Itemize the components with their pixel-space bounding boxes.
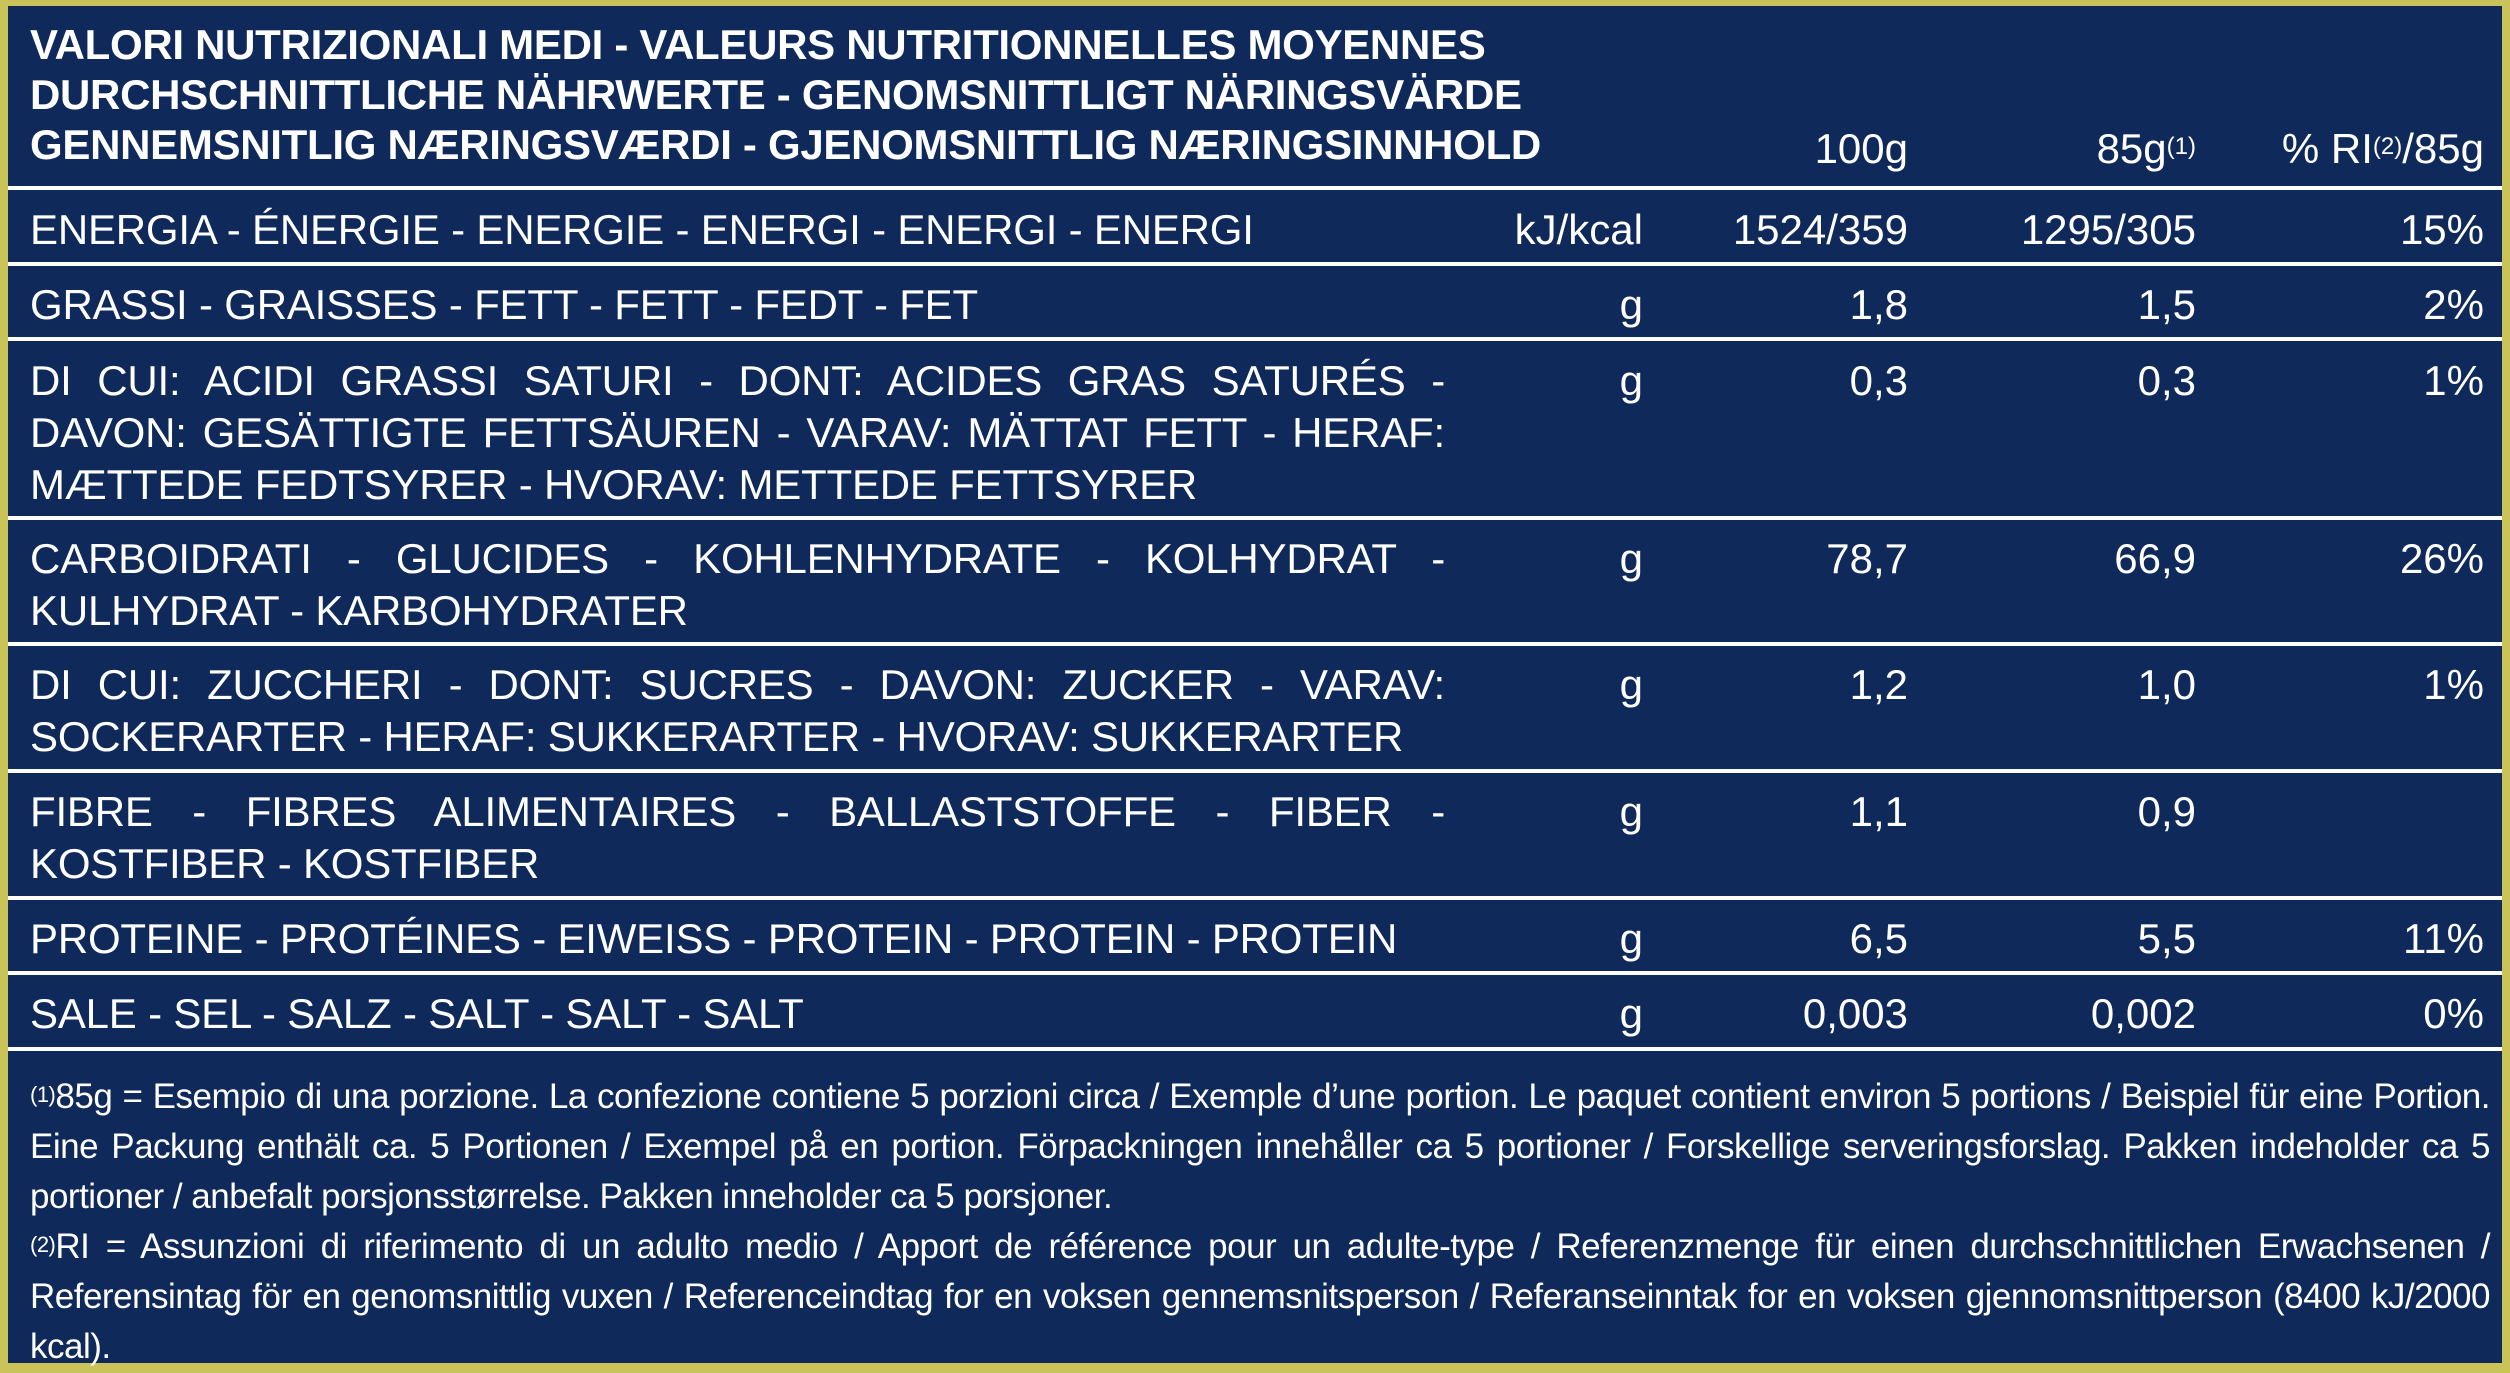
value-100g: 6,5 <box>1849 915 1908 962</box>
unit: g <box>1619 357 1643 404</box>
value-ri: 26% <box>2399 535 2484 582</box>
value-100g: 1,8 <box>1849 281 1908 328</box>
unit: g <box>1619 535 1643 582</box>
unit: g <box>1619 915 1643 962</box>
nutrient-name: CARBOIDRATI - GLUCIDES - KOHLENHYDRATE - KOLHYDRAT - KULHYDRAT - KARBOHYDRATER <box>30 535 1445 634</box>
unit: g <box>1619 661 1643 708</box>
nutrient-name: DI CUI: ACIDI GRASSI SATURI - DONT: ACIDES GRAS SATURÉS - DAVON: GESÄTTIGTE FETTSÄUREN - VARAV: MÄTTAT FETT - HERAF: MÆTTEDE FEDTSYRER - HVORAV: METTEDE FETTSYRER <box>30 357 1445 508</box>
value-85g: 1,5 <box>2137 281 2196 328</box>
value-ri: 0% <box>2423 990 2484 1037</box>
row-divider <box>8 337 2502 341</box>
row-divider <box>8 896 2502 900</box>
row-divider <box>8 1047 2502 1051</box>
nutrient-name: DI CUI: ZUCCHERI - DONT: SUCRES - DAVON: ZUCKER - VARAV: SOCKERARTER - HERAF: SUKKERARTER - HVORAV: SUKKERARTER <box>30 661 1445 760</box>
title-line: GENNEMSNITLIG NÆRINGSVÆRDI - GJENOMSNITTLIG NÆRINGSINNHOLD <box>30 121 1541 168</box>
column-header-ri <box>2208 124 2484 174</box>
row-divider <box>8 642 2502 646</box>
value-85g: 0,9 <box>2137 788 2196 835</box>
table-header <box>8 6 2502 184</box>
footnote-2-text: RI = Assunzioni di riferimento di un adulto medio / Apport de référence pour un adulte-type / Referenzmenge für einen durchschnittlichen Erwachsenen / Referensintag för en genomsnittlig vuxen / Referenceindtag for en voksen gennemsnitsperson / Referanseinntak for en voksen gjennomsnittperson (8400 kJ/2000 kcal). <box>30 1227 2490 1366</box>
nutrient-name: PROTEINE - PROTÉINES - EIWEISS - PROTEIN - PROTEIN - PROTEIN <box>30 915 1398 962</box>
column-header-ri-prefix: % RI <box>2281 125 2373 172</box>
unit: g <box>1619 281 1643 328</box>
row-divider <box>8 186 2502 190</box>
footnote-2 <box>30 1222 2490 1372</box>
value-85g: 1,0 <box>2137 661 2196 708</box>
value-85g: 5,5 <box>2137 915 2196 962</box>
value-ri: 1% <box>2423 661 2484 708</box>
nutrition-table <box>8 6 2502 1366</box>
row-divider <box>8 971 2502 975</box>
value-100g: 1524/359 <box>1732 206 1908 253</box>
footnote-ref-1: (1) <box>2166 133 2196 160</box>
value-100g: 1,2 <box>1849 661 1908 708</box>
row-divider <box>8 516 2502 520</box>
column-header-ri-suffix: /85g <box>2402 125 2484 172</box>
value-100g: 1,1 <box>1849 788 1908 835</box>
footnote-1-text: 85g = Esempio di una porzione. La confezione contiene 5 porzioni circa / Exemple d’une portion. Le paquet contient environ 5 portions / Beispiel für eine Portion. Eine Packung enthält ca. 5 Portionen / Exempel på en portion. Förpackningen innehåller ca 5 portioner / Forskellige serveringsforslag. Pakken indeholder ca 5 portioner / anbefalt porsjonsstørrelse. Pakken inneholder ca 5 porsjoner. <box>30 1077 2490 1216</box>
value-ri: 1% <box>2423 357 2484 404</box>
value-ri: 15% <box>2399 206 2484 253</box>
footnote-2-marker: (2) <box>30 1232 56 1257</box>
column-header-85g-label: 85g <box>2096 125 2167 172</box>
value-100g: 0,3 <box>1849 357 1908 404</box>
title-line: DURCHSCHNITTLICHE NÄHRWERTE - GENOMSNITTLIGT NÄRINGSVÄRDE <box>30 71 1522 118</box>
nutrient-name: SALE - SEL - SALZ - SALT - SALT - SALT <box>30 990 804 1037</box>
unit: g <box>1619 788 1643 835</box>
footnote-1 <box>30 1072 2490 1222</box>
unit: g <box>1619 990 1643 1037</box>
table-title <box>30 20 1610 170</box>
value-ri: 11% <box>2403 915 2484 962</box>
value-85g: 0,002 <box>2090 990 2196 1037</box>
footnotes <box>30 1072 2490 1372</box>
title-line: VALORI NUTRIZIONALI MEDI - VALEURS NUTRITIONNELLES MOYENNES <box>30 21 1486 68</box>
value-100g: 0,003 <box>1802 990 1908 1037</box>
value-85g: 66,9 <box>2114 535 2196 582</box>
row-divider <box>8 769 2502 773</box>
column-header-85g <box>1928 124 2196 174</box>
value-85g: 0,3 <box>2137 357 2196 404</box>
nutrient-name: GRASSI - GRAISSES - FETT - FETT - FEDT - FET <box>30 281 978 328</box>
nutrient-name: ENERGIA - ÉNERGIE - ENERGIE - ENERGI - ENERGI - ENERGI <box>30 206 1254 253</box>
unit: kJ/kcal <box>1514 206 1643 253</box>
value-ri: 2% <box>2423 281 2484 328</box>
row-divider <box>8 262 2502 266</box>
value-100g: 78,7 <box>1826 535 1908 582</box>
footnote-ref-2: (2) <box>2372 133 2403 160</box>
nutrient-name: FIBRE - FIBRES ALIMENTAIRES - BALLASTSTOFFE - FIBER - KOSTFIBER - KOSTFIBER <box>30 788 1445 887</box>
value-85g: 1295/305 <box>2020 206 2196 253</box>
column-header-100g: 100g <box>1814 125 1908 172</box>
footnote-1-marker: (1) <box>30 1082 56 1107</box>
